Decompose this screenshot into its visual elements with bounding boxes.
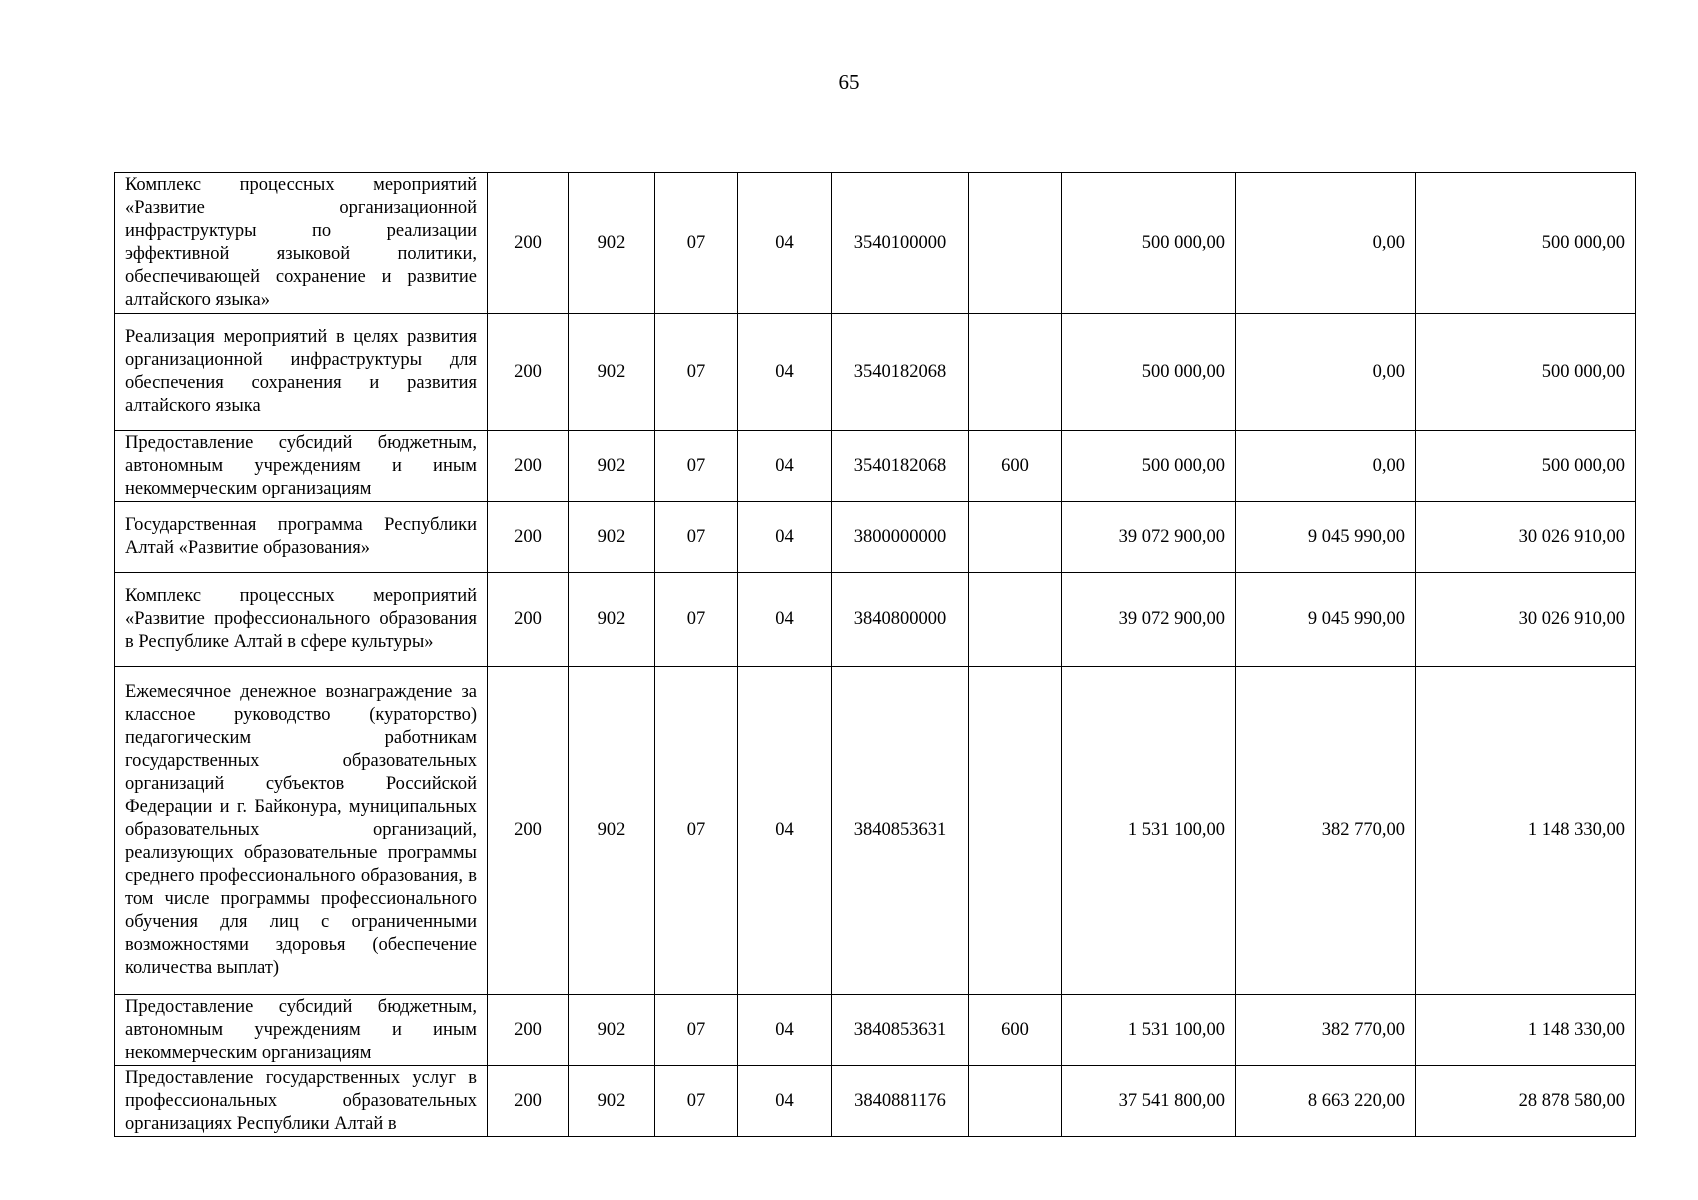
ministry-code-cell: 902: [569, 314, 655, 431]
target-article-cell: 3840881176: [832, 1066, 969, 1137]
amount-cell-2: 500 000,00: [1416, 314, 1636, 431]
table-row: [115, 667, 1636, 995]
code-cell: 200: [488, 667, 569, 995]
total-amount-cell: 39 072 900,00: [1062, 502, 1236, 573]
expense-type-cell: [969, 314, 1062, 431]
amount-cell-1: 8 663 220,00: [1236, 1066, 1416, 1137]
amount-cell-2: 500 000,00: [1416, 431, 1636, 502]
subsection-cell: 04: [738, 573, 832, 667]
subsection-cell: 04: [738, 502, 832, 573]
target-article-cell: 3800000000: [832, 502, 969, 573]
subsection-cell: 04: [738, 667, 832, 995]
table-row: [115, 502, 1636, 573]
expense-type-cell: [969, 573, 1062, 667]
table-row: [115, 573, 1636, 667]
amount-cell-1: 0,00: [1236, 173, 1416, 314]
amount-cell-2: 1 148 330,00: [1416, 667, 1636, 995]
amount-cell-2: 28 878 580,00: [1416, 1066, 1636, 1137]
target-article-cell: 3540100000: [832, 173, 969, 314]
expense-type-cell: [969, 1066, 1062, 1137]
total-amount-cell: 39 072 900,00: [1062, 573, 1236, 667]
target-article-cell: 3840853631: [832, 667, 969, 995]
total-amount-cell: 37 541 800,00: [1062, 1066, 1236, 1137]
section-cell: 07: [655, 431, 738, 502]
code-cell: 200: [488, 573, 569, 667]
row-name-cell: Комплекс процессных мероприятий «Развитие организационной инфраструктуры по реализации эффективной языковой политики, обеспечивающей сохранение и развитие алтайского языка»: [115, 173, 488, 314]
code-cell: 200: [488, 502, 569, 573]
expense-type-cell: [969, 173, 1062, 314]
expense-type-cell: 600: [969, 995, 1062, 1066]
target-article-cell: 3840853631: [832, 995, 969, 1066]
row-name-cell: Предоставление государственных услуг в профессиональных образовательных организациях Республики Алтай в: [115, 1066, 488, 1137]
table-row: [115, 173, 1636, 314]
target-article-cell: 3840800000: [832, 573, 969, 667]
subsection-cell: 04: [738, 314, 832, 431]
code-cell: 200: [488, 1066, 569, 1137]
expense-type-cell: 600: [969, 431, 1062, 502]
ministry-code-cell: 902: [569, 431, 655, 502]
amount-cell-1: 0,00: [1236, 314, 1416, 431]
row-name-cell: Ежемесячное денежное вознаграждение за классное руководство (кураторство) педагогическим работникам государственных образовательных организаций субъектов Российской Федерации и г. Байконура, муниципальных образовательных организаций, реализующих образовательные программы среднего профессионального образования, в том числе программы профессионального обучения для лиц с ограниченными возможностями здоровья (обеспечение количества выплат): [115, 667, 488, 995]
target-article-cell: 3540182068: [832, 314, 969, 431]
table-row: [115, 431, 1636, 502]
table-row: [115, 995, 1636, 1066]
amount-cell-1: 9 045 990,00: [1236, 502, 1416, 573]
total-amount-cell: 1 531 100,00: [1062, 995, 1236, 1066]
section-cell: 07: [655, 173, 738, 314]
table-row: [115, 314, 1636, 431]
subsection-cell: 04: [738, 995, 832, 1066]
amount-cell-2: 500 000,00: [1416, 173, 1636, 314]
amount-cell-2: 30 026 910,00: [1416, 573, 1636, 667]
budget-table: [114, 172, 1636, 1137]
row-name-cell: Предоставление субсидий бюджетным, автономным учреждениям и иным некоммерческим организациям: [115, 431, 488, 502]
section-cell: 07: [655, 502, 738, 573]
section-cell: 07: [655, 995, 738, 1066]
amount-cell-1: 0,00: [1236, 431, 1416, 502]
section-cell: 07: [655, 1066, 738, 1137]
total-amount-cell: 500 000,00: [1062, 173, 1236, 314]
subsection-cell: 04: [738, 1066, 832, 1137]
amount-cell-1: 9 045 990,00: [1236, 573, 1416, 667]
ministry-code-cell: 902: [569, 667, 655, 995]
code-cell: 200: [488, 995, 569, 1066]
row-name-cell: Предоставление субсидий бюджетным, автономным учреждениям и иным некоммерческим организациям: [115, 995, 488, 1066]
table-row: [115, 1066, 1636, 1137]
amount-cell-1: 382 770,00: [1236, 995, 1416, 1066]
section-cell: 07: [655, 667, 738, 995]
code-cell: 200: [488, 173, 569, 314]
ministry-code-cell: 902: [569, 502, 655, 573]
code-cell: 200: [488, 431, 569, 502]
amount-cell-1: 382 770,00: [1236, 667, 1416, 995]
page-number: 65: [838, 70, 860, 94]
subsection-cell: 04: [738, 173, 832, 314]
total-amount-cell: 1 531 100,00: [1062, 667, 1236, 995]
code-cell: 200: [488, 314, 569, 431]
row-name-cell: Государственная программа Республики Алтай «Развитие образования»: [115, 502, 488, 573]
amount-cell-2: 1 148 330,00: [1416, 995, 1636, 1066]
total-amount-cell: 500 000,00: [1062, 314, 1236, 431]
row-name-cell: Реализация мероприятий в целях развития организационной инфраструктуры для обеспечения сохранения и развития алтайского языка: [115, 314, 488, 431]
ministry-code-cell: 902: [569, 1066, 655, 1137]
row-name-cell: Комплекс процессных мероприятий «Развитие профессионального образования в Республике Алтай в сфере культуры»: [115, 573, 488, 667]
amount-cell-2: 30 026 910,00: [1416, 502, 1636, 573]
section-cell: 07: [655, 573, 738, 667]
total-amount-cell: 500 000,00: [1062, 431, 1236, 502]
section-cell: 07: [655, 314, 738, 431]
target-article-cell: 3540182068: [832, 431, 969, 502]
expense-type-cell: [969, 667, 1062, 995]
subsection-cell: 04: [738, 431, 832, 502]
ministry-code-cell: 902: [569, 573, 655, 667]
ministry-code-cell: 902: [569, 995, 655, 1066]
expense-type-cell: [969, 502, 1062, 573]
ministry-code-cell: 902: [569, 173, 655, 314]
